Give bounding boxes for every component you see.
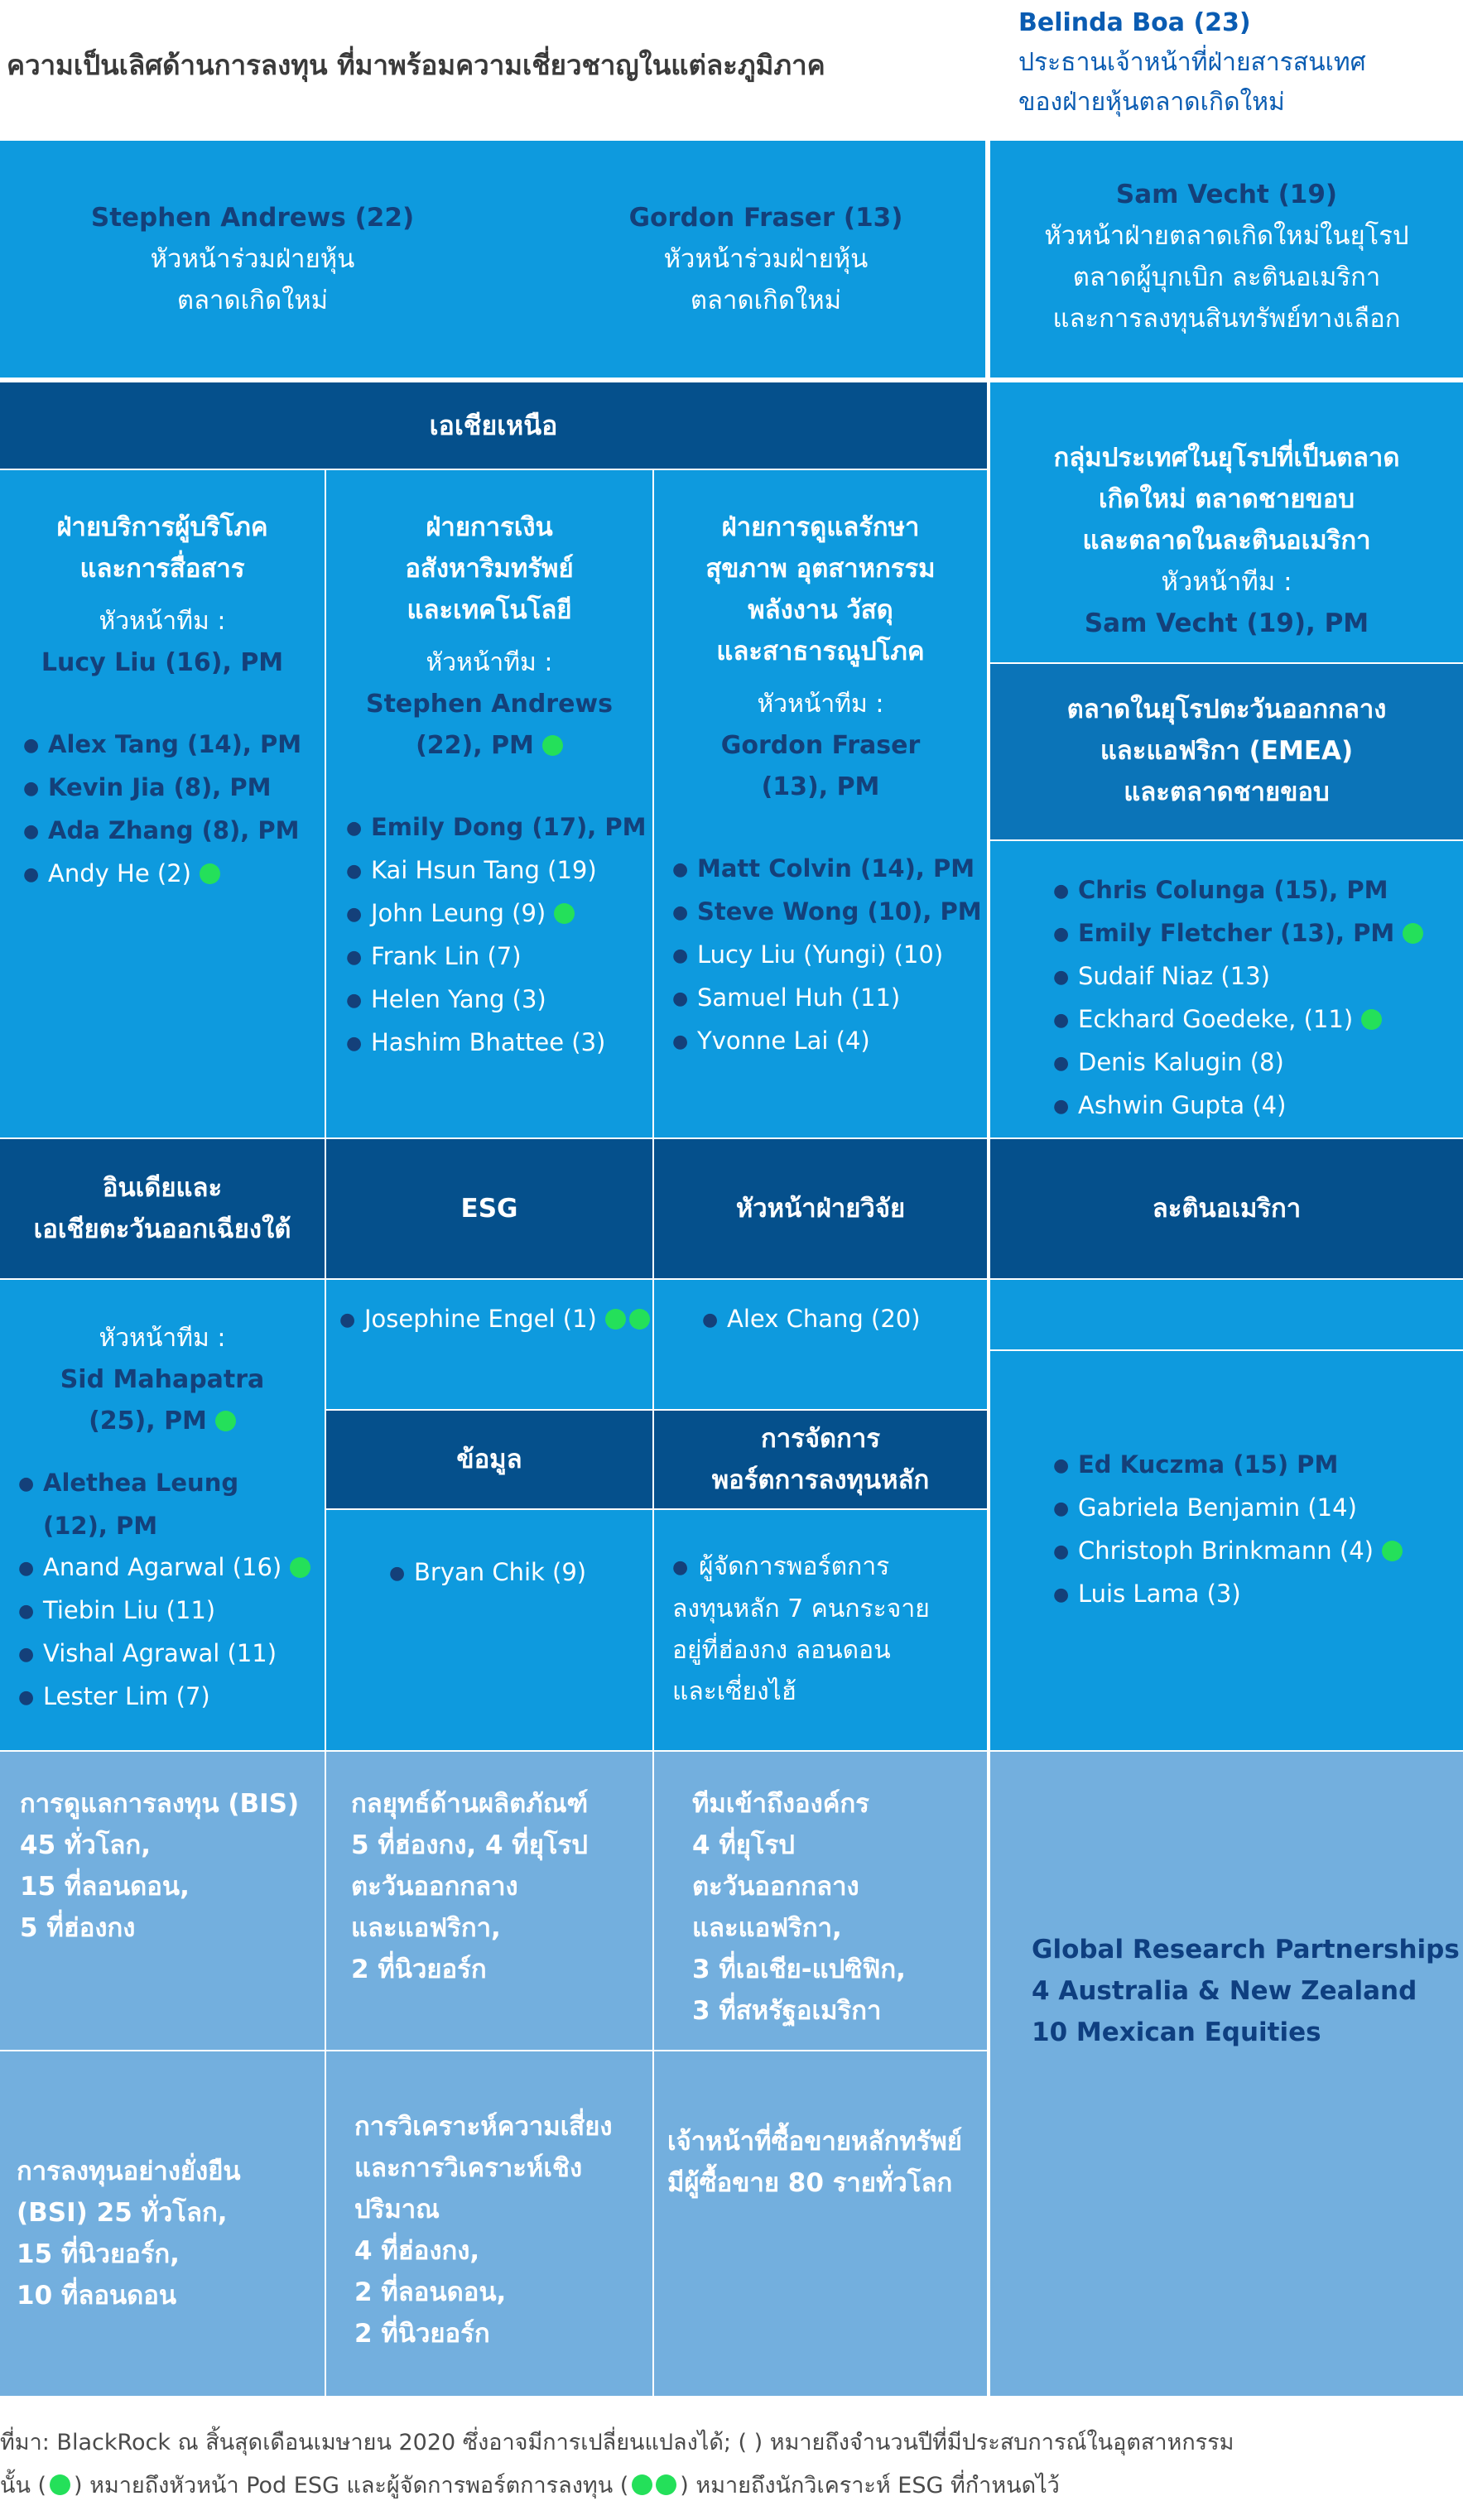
member-name: Lester Lim (7) <box>43 1682 210 1710</box>
support-line: และแอฟริกา, <box>351 1913 501 1943</box>
head-name: Stephen Andrews (22) <box>90 203 415 233</box>
team-lead-name-2 <box>0 1401 325 1442</box>
team-lead-name: Sam Vecht (19), PM <box>1084 608 1369 638</box>
team-lead <box>654 684 987 808</box>
region-title-line: กลุ่มประเทศในยุโรปที่เป็นตลาด <box>1053 443 1400 473</box>
team-member <box>346 935 647 979</box>
bullet: ● <box>672 945 689 966</box>
team-member <box>1053 1487 1403 1530</box>
bullet: ● <box>1053 1541 1070 1562</box>
bullet: ● <box>346 947 363 968</box>
support-line: กลยุทธ์ด้านผลิตภัณฑ์ <box>351 1789 589 1819</box>
emea-title <box>990 689 1463 813</box>
bullet: ● <box>672 859 689 880</box>
bullet: ● <box>702 1310 719 1330</box>
core-text-line <box>672 1546 930 1589</box>
data-header <box>326 1411 652 1508</box>
team-lead-name: Gordon Fraser <box>720 731 921 760</box>
footnote-line-2 <box>0 2465 1463 2508</box>
head-sam-vecht-box <box>990 141 1463 378</box>
team-title-line: สุขภาพ อุตสาหกรรม <box>705 554 936 584</box>
team-member <box>672 891 982 934</box>
emerging-europe-text <box>990 437 1463 644</box>
bullet: ● <box>346 818 363 839</box>
region-title-line: และแอฟริกา (EMEA) <box>1100 736 1354 766</box>
team-lead <box>0 601 325 684</box>
member-name: Alethea Leung <box>43 1469 239 1497</box>
member-name: Emily Fletcher (13), PM <box>1078 919 1395 947</box>
member-name: Ashwin Gupta (4) <box>1078 1091 1287 1119</box>
india-sea-header <box>0 1139 325 1278</box>
support-bis <box>0 1752 325 2050</box>
member-name: (12), PM <box>43 1512 158 1540</box>
emea-header <box>990 664 1463 839</box>
member-name: Gabriela Benjamin (14) <box>1078 1493 1357 1522</box>
bullet: ● <box>1053 967 1070 988</box>
support-line: และแอฟริกา, <box>692 1913 842 1943</box>
support-text <box>351 1783 588 1990</box>
head-role: หัวหน้าร่วมฝ่ายหุ้น <box>150 244 355 274</box>
member-list <box>23 724 301 896</box>
team-member <box>702 1298 921 1341</box>
team-member <box>672 977 982 1020</box>
research-header <box>654 1139 987 1278</box>
team-title-line: ฝ่ายการเงิน <box>426 512 553 542</box>
bullet: ● <box>23 821 40 842</box>
member-list <box>1053 1444 1403 1616</box>
member-name: Bryan Chik (9) <box>414 1558 587 1586</box>
bullet: ● <box>346 861 363 882</box>
member-name: Frank Lin (7) <box>371 942 522 970</box>
member-list <box>1053 869 1423 1128</box>
esg-pod-head-dot <box>1403 923 1423 944</box>
team-member <box>389 1551 586 1594</box>
team-member <box>18 1462 310 1505</box>
member-name: Vishal Agrawal (11) <box>43 1639 277 1667</box>
team-member <box>1053 1530 1403 1573</box>
support-line: เจ้าหน้าที่ซื้อขายหลักทรัพย์ <box>667 2127 962 2157</box>
team-title-line: และสาธารณูปโภค <box>716 637 925 666</box>
bullet: ● <box>389 1563 406 1584</box>
member-list <box>346 806 647 1065</box>
north-asia-title: เอเชียเหนือ <box>429 410 558 441</box>
head-stephen-andrews <box>25 197 480 321</box>
esg-pod-head-dot <box>554 903 575 924</box>
support-line: ตะวันออกกลาง <box>692 1872 859 1902</box>
core-text-line-2: ลงทุนหลัก 7 คนกระจาย <box>672 1594 930 1623</box>
esg-pod-head-dot <box>1382 1541 1403 1561</box>
team-lead-name: Stephen Andrews <box>365 690 614 719</box>
esg-analyst-dot <box>632 2474 652 2495</box>
esg-pod-head-dot <box>215 1411 236 1431</box>
team-member <box>339 1298 650 1341</box>
core-portfolio-header <box>654 1411 987 1508</box>
team-member <box>18 1676 310 1719</box>
team-lead-label: หัวหน้าทีม : <box>757 690 884 719</box>
support-line: 15 ที่ลอนดอน, <box>20 1872 190 1902</box>
support-line: และการวิเคราะห์เชิง <box>354 2153 583 2183</box>
co-heads-box <box>0 141 985 378</box>
esg-analyst-dot <box>605 1309 626 1330</box>
member-name: Denis Kalugin (8) <box>1078 1048 1284 1076</box>
member-name: Kevin Jia (8), PM <box>48 773 272 801</box>
member-name: Steve Wong (10), PM <box>697 897 982 926</box>
team-title-line: ฝ่ายการดูแลรักษา <box>721 512 920 542</box>
member-name: Lucy Liu (Yungi) (10) <box>697 940 944 969</box>
team-consumer <box>0 470 325 1137</box>
bullet: ● <box>1053 924 1070 945</box>
latam-header <box>990 1139 1463 1278</box>
emerging-europe-box <box>990 382 1463 662</box>
bullet: ● <box>23 778 40 799</box>
bullet: ● <box>23 735 40 756</box>
member-name: Ed Kuczma (15) PM <box>1078 1450 1339 1479</box>
bullet: ● <box>672 1032 689 1052</box>
region-title-line: อินเดียและ <box>102 1173 223 1203</box>
team-member <box>18 1546 310 1589</box>
head-name: Sam Vecht (19) <box>1115 180 1338 209</box>
team-member <box>1053 955 1423 998</box>
support-global-research <box>990 1752 1463 2396</box>
team-member <box>346 892 647 935</box>
member-name: Matt Colvin (14), PM <box>697 854 975 882</box>
team-lead-years: (22), PM <box>416 731 534 760</box>
head-sam-vecht <box>990 174 1463 339</box>
esg-analyst-dot <box>629 1309 650 1330</box>
head-role: หัวหน้าฝ่ายตลาดเกิดใหม่ในยุโรป <box>1044 221 1409 251</box>
member-name: Andy He (2) <box>48 859 191 887</box>
team-title-line: ฝ่ายบริการผู้บริโภค <box>56 512 268 542</box>
top-person-role-1: ประธานเจ้าหน้าที่ฝ่ายสารสนเทศ <box>1018 48 1366 77</box>
north-asia-header <box>0 382 987 469</box>
bullet: ● <box>18 1687 35 1708</box>
team-lead-years: (25), PM <box>89 1407 207 1436</box>
team-lead-name: Sid Mahapatra <box>60 1365 265 1394</box>
team-lead <box>326 642 652 767</box>
bullet: ● <box>1053 1010 1070 1031</box>
team-member <box>1053 998 1423 1041</box>
team-lead <box>0 1318 325 1442</box>
bullet: ● <box>23 864 40 885</box>
support-line: 4 Australia & New Zealand <box>1032 1976 1417 2006</box>
support-line: 10 ที่ลอนดอน <box>17 2281 177 2311</box>
bullet: ● <box>346 1033 363 1054</box>
member-list <box>339 1298 650 1341</box>
team-member <box>23 767 301 810</box>
member-name: Alex Chang (20) <box>727 1305 921 1333</box>
footnote-text: ) หมายถึงนักวิเคราะห์ ESG ที่กำหนดไว้ <box>680 2473 1060 2498</box>
member-name: Yvonne Lai (4) <box>697 1027 870 1055</box>
support-line: การวิเคราะห์ความเสี่ยง <box>354 2112 613 2142</box>
core-portfolio-title <box>654 1418 987 1501</box>
bullet: ● <box>672 902 689 923</box>
bullet: ● <box>1053 881 1070 902</box>
bullet: ● <box>1053 1096 1070 1117</box>
team-member <box>346 806 647 849</box>
bullet: ● <box>1053 1455 1070 1476</box>
support-line: Global Research Partnerships <box>1032 1935 1460 1965</box>
region-title-line: และตลาดชายขอบ <box>1124 777 1330 807</box>
bullet: ● <box>346 904 363 925</box>
support-corporate-access <box>654 1752 987 2050</box>
team-member <box>1053 1041 1423 1084</box>
team-title-line: พลังงาน วัสดุ <box>748 595 893 625</box>
team-member <box>1053 869 1423 912</box>
support-text <box>20 1783 299 1949</box>
core-portfolio-body <box>654 1510 987 1750</box>
member-list <box>389 1551 586 1594</box>
member-name: Tiebin Liu (11) <box>43 1596 216 1624</box>
support-line: 4 ที่ฮ่องกง, <box>354 2236 480 2266</box>
bullet: ● <box>339 1310 356 1330</box>
team-title <box>0 507 325 589</box>
team-lead-label: หัวหน้าทีม : <box>1161 567 1292 597</box>
team-member <box>23 724 301 767</box>
team-lead-label: หัวหน้าทีม : <box>99 607 226 636</box>
research-body <box>654 1280 987 1409</box>
member-name: Christoph Brinkmann (4) <box>1078 1537 1374 1565</box>
esg-pod-head-dot <box>290 1557 310 1578</box>
emea-members-box <box>990 841 1463 1137</box>
support-line: 45 ทั่วโลก, <box>20 1830 151 1860</box>
esg-pod-head-dot <box>200 863 220 884</box>
member-name: John Leung (9) <box>371 899 546 927</box>
page-title: ความเป็นเลิศด้านการลงทุน ที่มาพร้อมความเชี่ยวชาญในแต่ละภูมิภาค <box>7 49 825 81</box>
support-line: 5 ที่ฮ่องกง, 4 ที่ยุโรป <box>351 1830 588 1860</box>
region-title-line: พอร์ตการลงทุนหลัก <box>711 1465 930 1495</box>
support-line: การดูแลการลงทุน (BIS) <box>20 1789 300 1819</box>
region-title-line: ตลาดในยุโรปตะวันออกกลาง <box>1066 695 1387 724</box>
support-line: 2 ที่นิวยอร์ก <box>354 2319 490 2349</box>
bullet: ● <box>1053 1585 1070 1605</box>
support-text <box>354 2106 613 2354</box>
support-line: ปริมาณ <box>354 2195 440 2224</box>
team-title-line: และการสื่อสาร <box>79 554 245 584</box>
team-member <box>18 1505 310 1546</box>
team-healthcare <box>654 470 987 1137</box>
support-line: 10 Mexican Equities <box>1032 2017 1321 2047</box>
member-list <box>18 1462 310 1719</box>
support-line: 4 ที่ยุโรป <box>692 1830 795 1860</box>
esg-body <box>326 1280 652 1409</box>
member-name: Alex Tang (14), PM <box>48 730 302 758</box>
head-role: ตลาดเกิดใหม่ <box>176 286 329 315</box>
bullet: ● <box>1053 1498 1070 1519</box>
team-member <box>672 934 982 977</box>
esg-pod-head-dot <box>1361 1009 1382 1030</box>
core-text-line-1: ผู้จัดการพอร์ตการ <box>699 1552 890 1581</box>
footnote-text: ) หมายถึงหัวหน้า Pod ESG และผู้จัดการพอร์ตการลงทุน ( <box>74 2473 629 2498</box>
member-name: Chris Colunga (15), PM <box>1078 876 1388 904</box>
support-product-strategy <box>326 1752 652 2050</box>
core-portfolio-text <box>672 1546 930 1713</box>
core-text-line-3: อยู่ที่ฮ่องกง ลอนดอน <box>672 1636 891 1665</box>
member-name: Anand Agarwal (16) <box>43 1553 282 1581</box>
member-list <box>702 1298 921 1341</box>
india-sea-body <box>0 1280 325 1750</box>
team-title <box>654 507 987 672</box>
support-line: 2 ที่ลอนดอน, <box>354 2277 507 2307</box>
esg-pod-head-dot <box>542 735 563 756</box>
support-line: 5 ที่ฮ่องกง <box>20 1913 136 1943</box>
core-text-line-4: และเซี่ยงไฮ้ <box>672 1677 797 1706</box>
support-line: 2 ที่นิวยอร์ก <box>351 1955 487 1984</box>
bullet: ● <box>672 1557 689 1578</box>
team-member <box>1053 1573 1403 1616</box>
team-member <box>346 979 647 1022</box>
head-role: หัวหน้าร่วมฝ่ายหุ้น <box>663 244 869 274</box>
team-member <box>18 1633 310 1676</box>
bullet: ● <box>18 1558 35 1579</box>
member-name: Eckhard Goedeke, (11) <box>1078 1005 1354 1033</box>
india-sea-title <box>0 1167 325 1250</box>
member-name: Samuel Huh (11) <box>697 983 901 1012</box>
team-member <box>346 1022 647 1065</box>
member-name: Hashim Bhattee (3) <box>371 1028 606 1056</box>
support-line: 3 ที่สหรัฐอเมริกา <box>692 1996 882 2026</box>
footnote <box>0 2421 1463 2508</box>
support-line: ตะวันออกกลาง <box>351 1872 518 1902</box>
team-lead-name: Lucy Liu (16), PM <box>41 648 284 677</box>
support-text <box>17 2151 241 2316</box>
team-member <box>23 853 301 896</box>
support-line: 15 ที่นิวยอร์ก, <box>17 2239 180 2269</box>
team-title-line: และเทคโนโลยี <box>407 595 572 625</box>
team-member <box>672 848 982 891</box>
footnote-line-1: ที่มา: BlackRock ณ สิ้นสุดเดือนเมษายน 2020 ซึ่งอาจมีการเปลี่ยนแปลงได้; ( ) หมายถึงจำนวนปีที่มีประสบการณ์ในอุตสาหกรรม <box>0 2430 1234 2455</box>
team-title-line: อสังหาริมทรัพย์ <box>405 554 574 584</box>
head-gordon-fraser <box>538 197 994 321</box>
support-line: มีผู้ซื้อขาย 80 รายทั่วโลก <box>667 2168 953 2198</box>
team-lead-label: หัวหน้าทีม : <box>99 1324 226 1353</box>
support-line: 3 ที่เอเชีย-แปซิฟิก, <box>692 1955 906 1984</box>
support-line: ทีมเข้าถึงองค์กร <box>692 1789 869 1819</box>
team-title <box>326 507 652 631</box>
esg-title: ESG <box>460 1194 518 1224</box>
footnote-text: นั้น ( <box>0 2473 47 2498</box>
latam-spacer <box>990 1280 1463 1349</box>
top-person-role-2: ของฝ่ายหุ้นตลาดเกิดใหม่ <box>1018 88 1285 117</box>
region-title-line: การจัดการ <box>761 1424 880 1454</box>
bullet: ● <box>18 1474 35 1494</box>
team-finance <box>326 470 652 1137</box>
head-role: ตลาดผู้บุกเบิก ละตินอเมริกา <box>1072 262 1381 292</box>
top-person-name: Belinda Boa (23) <box>1018 8 1251 37</box>
member-name: Helen Yang (3) <box>371 985 546 1013</box>
support-text <box>692 1783 906 2032</box>
team-member <box>23 810 301 853</box>
member-name: Ada Zhang (8), PM <box>48 816 300 844</box>
bullet: ● <box>346 990 363 1011</box>
support-text <box>1032 1929 1460 2053</box>
region-title-line: เกิดใหม่ ตลาดชายขอบ <box>1098 484 1355 514</box>
bullet: ● <box>18 1644 35 1665</box>
bullet: ● <box>672 988 689 1009</box>
member-name: Kai Hsun Tang (19) <box>371 856 597 884</box>
support-bsi <box>0 2051 325 2396</box>
data-title: ข้อมูล <box>456 1445 522 1474</box>
team-member <box>672 1020 982 1063</box>
member-name: Josephine Engel (1) <box>364 1305 597 1333</box>
team-lead-label: หัวหน้าทีม : <box>426 648 553 677</box>
support-line: (BSI) 25 ทั่วโลก, <box>17 2198 228 2228</box>
region-title-line: และตลาดในละตินอเมริกา <box>1082 526 1371 555</box>
esg-pod-head-dot <box>50 2474 70 2495</box>
research-title: หัวหน้าฝ่ายวิจัย <box>735 1194 906 1224</box>
head-name: Gordon Fraser (13) <box>628 203 903 233</box>
team-member <box>346 849 647 892</box>
support-text <box>667 2121 962 2204</box>
esg-analyst-dot <box>656 2474 676 2495</box>
bullet: ● <box>18 1601 35 1622</box>
data-body <box>326 1510 652 1750</box>
team-lead-years: (13), PM <box>761 772 880 801</box>
esg-header <box>326 1139 652 1278</box>
team-member <box>1053 912 1423 955</box>
head-role: และการลงทุนสินทรัพย์ทางเลือก <box>1052 304 1401 334</box>
team-member <box>1053 1084 1423 1128</box>
member-name: Luis Lama (3) <box>1078 1580 1241 1608</box>
latam-title: ละตินอเมริกา <box>1152 1194 1302 1224</box>
bullet: ● <box>1053 1053 1070 1074</box>
member-name: Sudaif Niaz (13) <box>1078 962 1270 990</box>
head-role: ตลาดเกิดใหม่ <box>690 286 842 315</box>
top-person <box>1018 3 1366 123</box>
member-name: Emily Dong (17), PM <box>371 813 647 841</box>
team-lead-name-2 <box>326 725 652 767</box>
member-list <box>672 848 982 1063</box>
region-title-line: เอเชียตะวันออกเฉียงใต้ <box>33 1214 291 1244</box>
team-member <box>1053 1444 1403 1487</box>
support-trading <box>654 2051 987 2396</box>
team-member <box>18 1589 310 1633</box>
latam-body <box>990 1351 1463 1750</box>
support-line: การลงทุนอย่างยั่งยืน <box>17 2157 241 2186</box>
support-risk <box>326 2051 652 2396</box>
